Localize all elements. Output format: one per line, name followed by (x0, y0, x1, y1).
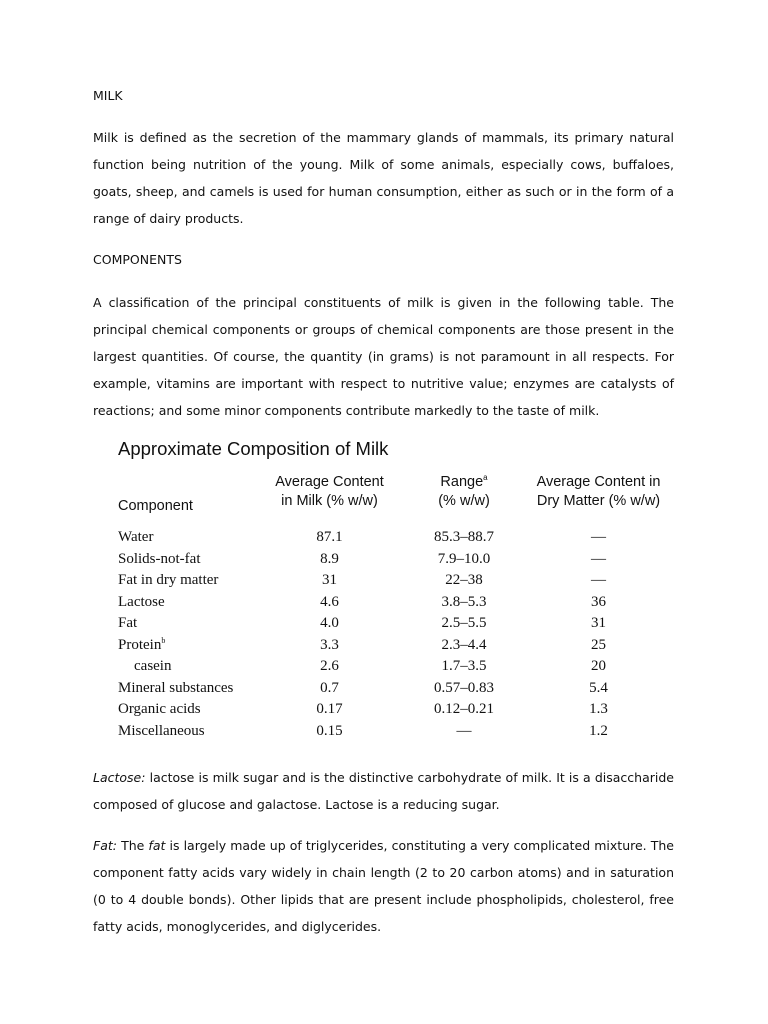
fat-italic-word: fat (148, 838, 166, 853)
cell-range: 85.3–88.7 (434, 529, 494, 545)
header-average-content (268, 473, 403, 517)
lactose-label: Lactose: (93, 770, 146, 785)
header-dry-line2: Dry Matter (% w/w) (536, 493, 661, 509)
component-name: Miscellaneous (118, 722, 205, 739)
cell-average: 0.15 (316, 722, 343, 739)
lactose-text: lactose is milk sugar and is the distinctive carbohydrate of milk. It is a disaccharide composed of glucose and galactose. Lactose is a reducing sugar. (93, 770, 674, 812)
cell-range: 2.3–4.4 (441, 636, 487, 653)
footnote-marker-b: b (161, 635, 166, 645)
cell-average: 87.1 (316, 529, 343, 545)
cell-component (118, 721, 268, 743)
fat-text-b: is largely made up of triglycerides, constituting a very complicated mixture. The component fatty acids vary widely in chain length (2 to 20 carbon atoms) and in saturation (0 to 4 double bonds). Other lipids that are present include phospholipids, cholesterol, free fatty acids, monoglycerides, and diglycerides. (93, 838, 674, 934)
component-name: Organic acids (118, 701, 201, 717)
cell-average: 4.0 (320, 615, 339, 631)
table-title: Approximate Composition of Milk (118, 438, 389, 459)
component-name: Mineral substances (118, 679, 234, 696)
table-row (118, 570, 674, 592)
table-row (118, 656, 674, 678)
header-average-line1: Average Content (275, 474, 384, 490)
paragraph-lactose (93, 764, 674, 818)
cell-average: 3.3 (320, 636, 339, 653)
cell-average: 4.6 (320, 593, 339, 610)
header-dry-line1: Average Content in (536, 474, 661, 490)
cell-component (118, 613, 268, 635)
cell-component (118, 699, 268, 721)
cell-dry-matter: 25 (591, 636, 606, 653)
fat-text-a: The (116, 838, 149, 853)
cell-range: 2.5–5.5 (441, 615, 487, 631)
cell-range: 3.8–5.3 (441, 593, 487, 610)
cell-dry-matter: 1.3 (589, 701, 608, 717)
cell-dry-matter: 31 (591, 615, 606, 631)
component-name: Protein (118, 636, 162, 653)
component-name: Fat in dry matter (118, 572, 219, 588)
cell-dry-matter: — (591, 529, 606, 545)
header-range-label: Range (440, 474, 484, 490)
section-heading-components: COMPONENTS (93, 252, 182, 267)
table-row (118, 527, 674, 549)
component-name: Lactose (118, 593, 165, 610)
section-heading-milk: MILK (93, 88, 123, 103)
cell-average: 0.7 (320, 679, 339, 696)
paragraph-milk-definition: Milk is defined as the secretion of the mammary glands of mammals, its primary natural function being nutrition of the young. Milk of some animals, especially cows, buffaloes, goats, sheep, and camels is used for human consumption, either as such or in the form of a range of dairy products. (93, 130, 674, 226)
document-page (93, 86, 674, 940)
table-header-row (118, 473, 674, 517)
header-range (403, 473, 523, 517)
cell-dry-matter: 5.4 (589, 679, 608, 696)
cell-range: — (456, 722, 472, 739)
table-row (118, 699, 674, 721)
cell-dry-matter: 20 (591, 658, 606, 674)
table-row (118, 549, 674, 571)
table-row (118, 721, 674, 743)
cell-range: 22–38 (445, 572, 483, 588)
cell-range: 7.9–10.0 (437, 550, 491, 567)
cell-range: 1.7–3.5 (441, 658, 487, 674)
paragraph-fat (93, 832, 674, 940)
header-range-line2: (% w/w) (438, 493, 490, 509)
fat-label: Fat: (93, 838, 117, 853)
table-row (118, 678, 674, 700)
cell-dry-matter: — (591, 550, 606, 567)
cell-component (118, 549, 268, 571)
cell-dry-matter: 1.2 (589, 722, 608, 739)
cell-range: 0.57–0.83 (434, 679, 494, 696)
component-name: Fat (118, 615, 138, 631)
footnote-marker-a: a (483, 473, 488, 482)
table-row (118, 613, 674, 635)
table-row (118, 592, 674, 614)
composition-table (118, 437, 674, 742)
table-row (118, 635, 674, 657)
header-average-line2: in Milk (% w/w) (281, 493, 378, 509)
cell-component (118, 678, 268, 700)
cell-average: 8.9 (320, 550, 339, 567)
cell-component (118, 635, 268, 657)
cell-component (118, 570, 268, 592)
paragraph-components: A classification of the principal constituents of milk is given in the following table. The principal chemical components or groups of chemical components are those present in the largest quantities. Of course, the quantity (in grams) is not paramount in all respects. For example, vitamins are important with respect to nutritive value; enzymes are catalysts of reactions; and some minor components contribute markedly to the taste of milk. (93, 295, 674, 418)
cell-average: 0.17 (316, 701, 343, 717)
cell-component (118, 592, 268, 614)
cell-component (118, 656, 268, 678)
cell-component (118, 527, 268, 549)
header-component: Component (118, 498, 193, 514)
header-range-line1 (405, 473, 523, 492)
cell-average: 31 (322, 572, 337, 588)
cell-average: 2.6 (320, 658, 339, 674)
component-name: Water (118, 529, 154, 545)
component-name: Solids-not-fat (118, 550, 201, 567)
header-dry-matter (523, 473, 674, 517)
cell-range: 0.12–0.21 (434, 701, 494, 717)
cell-dry-matter: — (591, 572, 606, 588)
component-name: casein (134, 658, 172, 674)
cell-dry-matter: 36 (591, 593, 606, 610)
